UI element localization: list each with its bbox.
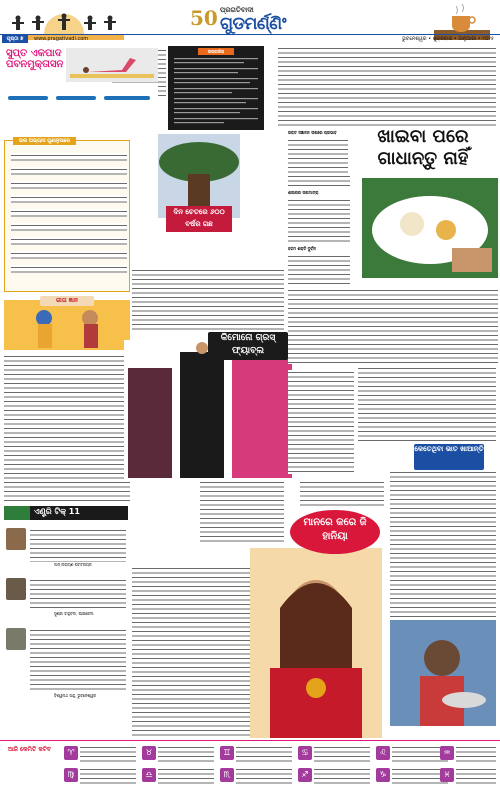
horoscope-sign [142, 766, 214, 788]
horoscope-sign [64, 744, 136, 766]
food-plate-photo [362, 178, 498, 278]
cancer-icon: ♋ [298, 746, 312, 760]
hania-text [132, 566, 256, 736]
yoga-steps-illustration [4, 84, 158, 104]
sign-text [80, 745, 136, 765]
horoscope-sign [220, 766, 292, 788]
section-text [288, 254, 350, 286]
kimono-fashion-photos [124, 340, 304, 480]
right-column-text [358, 366, 496, 442]
sagittarius-icon: ♐ [298, 768, 312, 782]
fashion-text [132, 268, 284, 330]
person-name: ସୁଶ୍ରୀ ବାହୁବଳୀ, ପାଇକେଲ [54, 611, 94, 616]
page-title: ଗୁଡମର୍ଣ୍ଣିଂ [220, 14, 286, 34]
krishna-arjuna-illustration [4, 300, 130, 350]
sign-text [158, 767, 214, 787]
virgo-icon: ♍ [64, 768, 78, 782]
taurus-icon: ♉ [142, 746, 156, 760]
sign-text [456, 767, 496, 787]
mid-right-text [288, 370, 354, 474]
rice-headline: କେତେଥିବା ଭାତ ଖାଆନ୍ତି [414, 444, 484, 470]
tip-item [11, 265, 127, 273]
gita-heading: ଗୀତା ଜ୍ଞାନ [40, 296, 94, 306]
tip-item [11, 167, 127, 175]
horoscope-sign [142, 744, 214, 766]
aquarius-icon: ♒ [440, 746, 454, 760]
avatar [6, 528, 26, 550]
rice-text [390, 470, 496, 620]
sign-text [158, 745, 214, 765]
yoga-pose-photo [66, 48, 158, 82]
tips-box [4, 140, 130, 292]
sign-text [80, 767, 136, 787]
pisces-icon: ♓ [440, 768, 454, 782]
yoga-steps [4, 84, 158, 104]
tip-item [11, 237, 127, 245]
masthead [0, 0, 500, 44]
libra-icon: ♎ [142, 768, 156, 782]
child-eating-photo [390, 620, 496, 726]
section-text [288, 198, 350, 242]
tips-heading: ଭଲ ଅଭ୍ୟାସ ଗୁଣାନୁସାରେ [13, 137, 76, 145]
dateline: ଭୁବନେଶ୍ୱର • ଶୁକ୍ରବାର • ଜାନୁଆରୀ • ୨୦୨୫ [402, 36, 494, 42]
tip-item [11, 153, 127, 161]
tip-item [11, 195, 127, 203]
scorpio-icon: ♏ [220, 768, 234, 782]
section-heading: ରକ୍ତ ସଞ୍ଚାଳନ ଉପରେ ପ୍ରଭାବ [288, 130, 337, 135]
right-mid-text [288, 288, 498, 364]
right-top-article-text [278, 46, 496, 126]
gemini-icon: ♊ [220, 746, 234, 760]
hania-portrait-photo [250, 548, 382, 738]
sign-text [456, 745, 496, 765]
sign-text [236, 745, 292, 765]
tip-item [11, 181, 127, 189]
horoscope-sign [440, 744, 496, 766]
mid-column-text [300, 480, 384, 508]
benefits-heading: ଉପକାରିତା [198, 48, 234, 55]
horoscope-sign [376, 744, 448, 766]
horoscope-title: ଆଜି କେମିତି କଟିବ [8, 746, 52, 753]
avatar [6, 578, 26, 600]
benefits-list [168, 46, 264, 130]
person-quote [30, 578, 126, 610]
capricorn-icon: ♑ [376, 768, 390, 782]
hania-headline: ମାନରେ କରେ ଜି ହାନିୟା [290, 510, 380, 554]
horoscope-sign [440, 766, 496, 788]
section-heading: ହଜମ ଶକ୍ତି ଦୁର୍ବଳ [288, 246, 317, 251]
leo-icon: ♌ [376, 746, 390, 760]
person-quote [30, 628, 126, 692]
yoga-title: ସୁପ୍ତ ଏକପାଦ ପବନମୁକ୍ତାସନ [6, 48, 64, 70]
horoscope-sign [64, 766, 136, 788]
benefits-box [168, 46, 264, 130]
horoscope-sign [376, 766, 448, 788]
horoscope-sign [298, 766, 370, 788]
person-name: ବିଶ୍ୱନାଥ ସାହୁ, ଭୁବନେଶ୍ୱର [54, 693, 97, 698]
sign-text [236, 767, 292, 787]
tip-item [11, 223, 127, 231]
section-heading: ଶରୀରର ତାପମାତ୍ରା [288, 190, 319, 195]
tree-caption: ଦିନ ଚେତରେ ୬୦୦ ବର୍ଷର ଗଛ [166, 206, 232, 232]
sign-text [314, 745, 370, 765]
tech-title: ଏଣ୍ଟ୍ରି ଟିକ୍ 11 [34, 507, 80, 516]
tip-item [11, 251, 127, 259]
mid-column-text [200, 480, 284, 544]
tip-item [11, 209, 127, 217]
page-number: ପୃଷ୍ଠା ୭ [2, 35, 28, 43]
anniversary-logo: 50 [190, 6, 218, 30]
avatar [6, 628, 26, 650]
kimono-title: କିମୋନୋ ଗ୍ରସ୍ ଫ୍ୟାବ୍ଲ [208, 332, 288, 360]
website-url[interactable]: www.pragativadi.com [34, 36, 89, 42]
publisher-name: ପ୍ରଗତିବାଦୀ [220, 6, 254, 14]
gita-body-text [4, 354, 130, 504]
horoscope-sign [298, 744, 370, 766]
person-quote [30, 528, 126, 562]
sign-text [314, 767, 370, 787]
horoscope-sign [220, 744, 292, 766]
khai-headline: ଖାଇବା ପରେ ଗାଧାନ୍ତୁ ନାହିଁ [348, 126, 498, 176]
section-text [288, 138, 350, 186]
aries-icon: ♈ [64, 746, 78, 760]
person-name: ଜାନ୍ ନାରାୟଣ ପଟ୍ଟନାୟକ [54, 562, 92, 567]
